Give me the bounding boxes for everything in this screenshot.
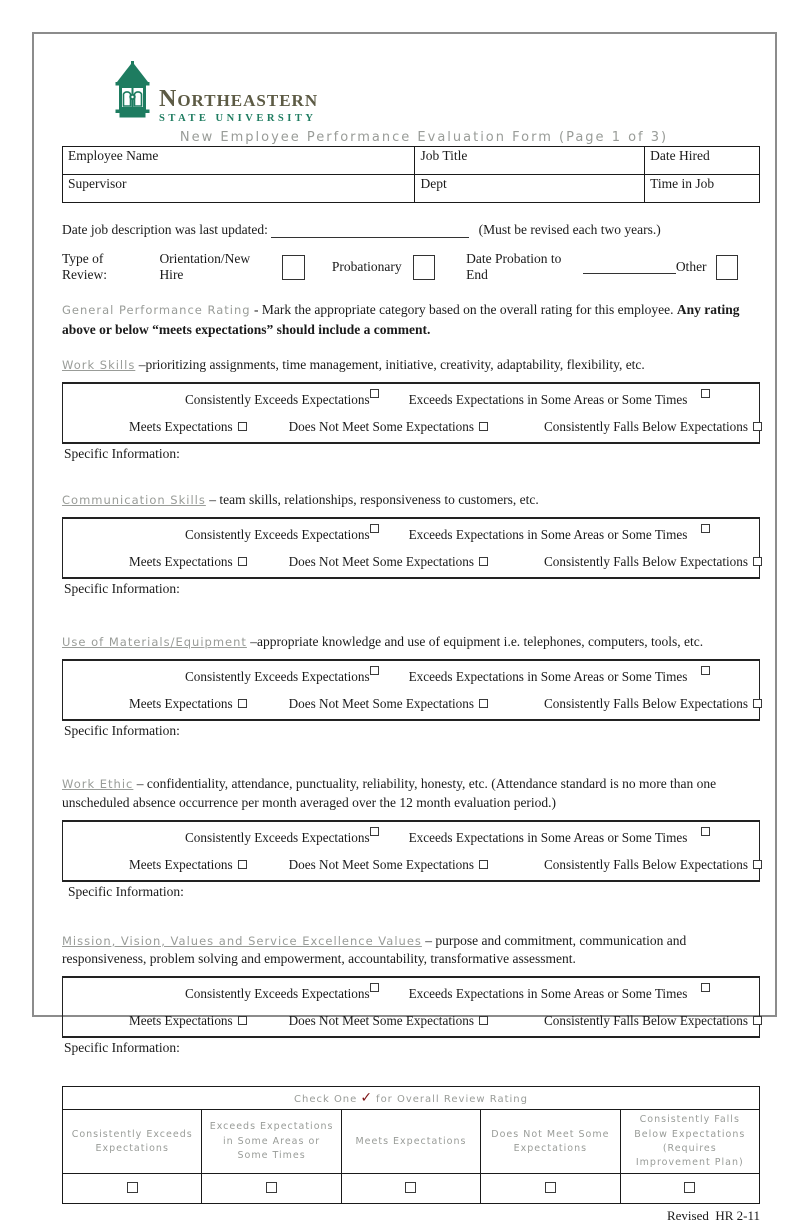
dept-label: Dept [420,176,447,191]
date-probation-label: Date Probation to End [466,251,562,282]
date-hired-field[interactable] [645,147,760,175]
overall-header-row [63,1110,760,1174]
supervisor-label: Supervisor [68,176,127,191]
specific-information-label: Specific Information: [68,883,184,899]
communication-skills-heading: Communication Skills [62,493,206,508]
red-check-icon: ✓ [360,1090,374,1107]
rating-row-2 [63,1013,759,1029]
section-communication-skills [62,491,762,510]
overall-does-not-meet-checkbox[interactable] [545,1182,556,1193]
overall-cell [620,1174,759,1204]
other-label: Other [675,259,707,274]
meets-expectations-label: Meets Expectations [129,856,233,872]
meets-expectations-label: Meets Expectations [129,419,233,435]
probationary-checkbox[interactable] [413,255,435,280]
does-not-meet-checkbox[interactable] [479,422,488,431]
rating-row-2 [63,857,759,873]
consistently-exceeds-label: Consistently Exceeds Expectations [185,668,370,684]
type-of-review-label: Type of Review: [62,251,107,282]
job-title-label: Job Title [420,148,468,163]
overall-col-consistently-exceeds: Consistently Exceeds Expectations [63,1110,202,1174]
overall-cell [63,1174,202,1204]
exceeds-some-checkbox[interactable] [701,666,710,675]
overall-cell [481,1174,620,1204]
dept-field[interactable] [415,175,645,203]
overall-checkbox-row [63,1174,760,1204]
communication-skills-description: – team skills, relationships, responsiveness to customers, etc. [209,492,539,508]
work-ethic-description: – confidentiality, attendance, punctuality, reliability, honesty, etc. (Attendance standard is no more than one unscheduled absence occurrence per month averaged over the 12 month evaluation period.) [62,775,717,810]
exceeds-some-label: Exceeds Expectations in Some Areas or Some Times [408,986,688,1002]
work-skills-heading: Work Skills [62,358,136,373]
rating-row-1 [63,983,759,1002]
use-of-materials-rating-box [62,659,760,721]
orientation-new-hire-label: Orientation/New Hire [159,251,251,282]
does-not-meet-label: Does Not Meet Some Expectations [288,856,474,872]
meets-expectations-checkbox[interactable] [238,699,247,708]
rating-row-2 [63,419,759,435]
general-performance-rating-heading: General Performance Rating [62,303,251,317]
work-ethic-heading: Work Ethic [62,776,134,791]
type-of-review-line [62,251,760,283]
other-checkbox[interactable] [716,255,738,280]
overall-exceeds-some-checkbox[interactable] [266,1182,277,1193]
does-not-meet-label: Does Not Meet Some Expectations [288,553,474,569]
overall-meets-checkbox[interactable] [405,1182,416,1193]
section-work-ethic [62,775,762,813]
overall-review-rating-table [62,1086,760,1204]
overall-consistently-exceeds-checkbox[interactable] [127,1182,138,1193]
specific-information-label: Specific Information: [64,1040,180,1056]
university-name-block [159,87,318,126]
does-not-meet-label: Does Not Meet Some Expectations [288,1013,474,1029]
overall-col-exceeds-some: Exceeds Expectations in Some Areas or Some Times [202,1110,341,1174]
does-not-meet-checkbox[interactable] [479,1016,488,1025]
use-of-materials-description: –appropriate knowledge and use of equipment i.e. telephones, computers, tools, etc. [250,633,704,649]
consistently-exceeds-checkbox[interactable] [370,389,379,398]
rating-row-1 [63,827,759,846]
overall-cell [341,1174,480,1204]
specific-information-area[interactable] [62,581,760,597]
falls-below-label: Consistently Falls Below Expectations [543,1013,748,1029]
meets-expectations-checkbox[interactable] [238,422,247,431]
falls-below-checkbox[interactable] [753,699,762,708]
does-not-meet-label: Does Not Meet Some Expectations [288,419,474,435]
meets-expectations-checkbox[interactable] [238,860,247,869]
exceeds-some-checkbox[interactable] [701,389,710,398]
date-probation-input[interactable] [583,261,676,274]
caption-before-text: Check One [294,1094,358,1106]
general-performance-rating-paragraph [62,300,762,339]
work-skills-description: –prioritizing assignments, time management, initiative, creativity, adaptability, flexibility, etc. [138,357,645,373]
job-title-field[interactable] [415,147,645,175]
communication-skills-rating-box [62,517,760,579]
consistently-exceeds-checkbox[interactable] [370,983,379,992]
revision-footnote: Revised HR 2-11 [666,1208,760,1224]
employee-name-label: Employee Name [68,148,159,163]
probationary-label: Probationary [331,259,402,274]
consistently-exceeds-label: Consistently Exceeds Expectations [185,829,370,845]
falls-below-label: Consistently Falls Below Expectations [543,553,748,569]
overall-col-does-not-meet: Does Not Meet Some Expectations [481,1110,620,1174]
work-skills-rating-box [62,382,760,444]
falls-below-label: Consistently Falls Below Expectations [543,695,748,711]
does-not-meet-checkbox[interactable] [479,860,488,869]
exceeds-some-checkbox[interactable] [701,827,710,836]
overall-cell [202,1174,341,1204]
work-ethic-rating-box [62,820,760,882]
meets-expectations-checkbox[interactable] [238,557,247,566]
job-description-date-line [62,222,760,238]
consistently-exceeds-checkbox[interactable] [370,524,379,533]
date-hired-label: Date Hired [650,148,710,163]
employee-info-table [62,146,760,203]
general-performance-rating-text: - Mark the appropriate category based on the overall rating for this employee. [253,302,674,317]
rating-row-1 [63,666,759,685]
job-description-date-label: Date job description was last updated: [62,222,268,237]
job-description-date-input[interactable] [271,225,469,238]
overall-caption [63,1087,760,1110]
job-description-date-note: (Must be revised each two years.) [478,222,661,237]
does-not-meet-checkbox[interactable] [479,557,488,566]
caption-after-text: for Overall Review Rating [376,1094,528,1106]
use-of-materials-heading: Use of Materials/Equipment [62,634,247,649]
overall-col-falls-below: Consistently Falls Below Expectations (Requires Improvement Plan) [620,1110,759,1174]
rating-row-1 [63,389,759,408]
mission-vision-values-description: – purpose and commitment, communication and responsiveness, problem solving and empowerment, accountability, transformative assessment. [62,932,687,967]
falls-below-checkbox[interactable] [753,422,762,431]
specific-information-area[interactable] [62,1040,760,1056]
consistently-exceeds-checkbox[interactable] [370,827,379,836]
exceeds-some-checkbox[interactable] [701,524,710,533]
university-logo [114,66,760,126]
meets-expectations-label: Meets Expectations [129,553,233,569]
orientation-new-hire-checkbox[interactable] [282,255,304,280]
specific-information-label: Specific Information: [64,446,180,462]
table-row [63,175,760,203]
specific-information-area[interactable] [62,723,760,739]
section-use-of-materials [62,633,762,652]
exceeds-some-checkbox[interactable] [701,983,710,992]
time-in-job-label: Time in Job [650,176,715,191]
does-not-meet-checkbox[interactable] [479,699,488,708]
consistently-exceeds-checkbox[interactable] [370,666,379,675]
university-name: Northeastern [159,86,319,112]
falls-below-label: Consistently Falls Below Expectations [543,856,748,872]
overall-falls-below-checkbox[interactable] [684,1182,695,1193]
overall-caption-row [63,1087,760,1110]
specific-information-area[interactable] [62,446,760,462]
exceeds-some-label: Exceeds Expectations in Some Areas or Some Times [408,392,688,408]
specific-information-label: Specific Information: [64,722,180,738]
time-in-job-field[interactable] [645,175,760,203]
section-mission-vision-values [62,932,762,970]
general-performance-rating-bold-note: Any rating above or below “meets expectations” should include a comment. [62,302,740,337]
overall-col-meets: Meets Expectations [341,1110,480,1174]
clock-tower-icon [114,61,151,126]
university-subtitle: STATE UNIVERSITY [159,113,317,124]
falls-below-checkbox[interactable] [753,860,762,869]
rating-row-2 [63,696,759,712]
rating-row-2 [63,554,759,570]
meets-expectations-label: Meets Expectations [129,695,233,711]
exceeds-some-label: Exceeds Expectations in Some Areas or Some Times [408,526,688,542]
does-not-meet-label: Does Not Meet Some Expectations [288,695,474,711]
specific-information-area[interactable] [62,884,760,900]
falls-below-checkbox[interactable] [753,1016,762,1025]
falls-below-label: Consistently Falls Below Expectations [543,419,748,435]
mission-vision-values-rating-box [62,976,760,1038]
employee-name-field[interactable] [63,147,415,175]
specific-information-label: Specific Information: [64,580,180,596]
consistently-exceeds-label: Consistently Exceeds Expectations [185,392,370,408]
falls-below-checkbox[interactable] [753,557,762,566]
consistently-exceeds-label: Consistently Exceeds Expectations [185,986,370,1002]
form-sheet [32,32,777,1224]
rating-row-1 [63,524,759,543]
meets-expectations-label: Meets Expectations [129,1013,233,1029]
page-title: New Employee Performance Evaluation Form (Page 1 of 3) [179,130,669,145]
mission-vision-values-heading: Mission, Vision, Values and Service Excellence Values [62,933,422,948]
exceeds-some-label: Exceeds Expectations in Some Areas or Some Times [408,829,688,845]
supervisor-field[interactable] [63,175,415,203]
table-row [63,147,760,175]
consistently-exceeds-label: Consistently Exceeds Expectations [185,526,370,542]
section-work-skills [62,356,762,375]
exceeds-some-label: Exceeds Expectations in Some Areas or Some Times [408,668,688,684]
meets-expectations-checkbox[interactable] [238,1016,247,1025]
